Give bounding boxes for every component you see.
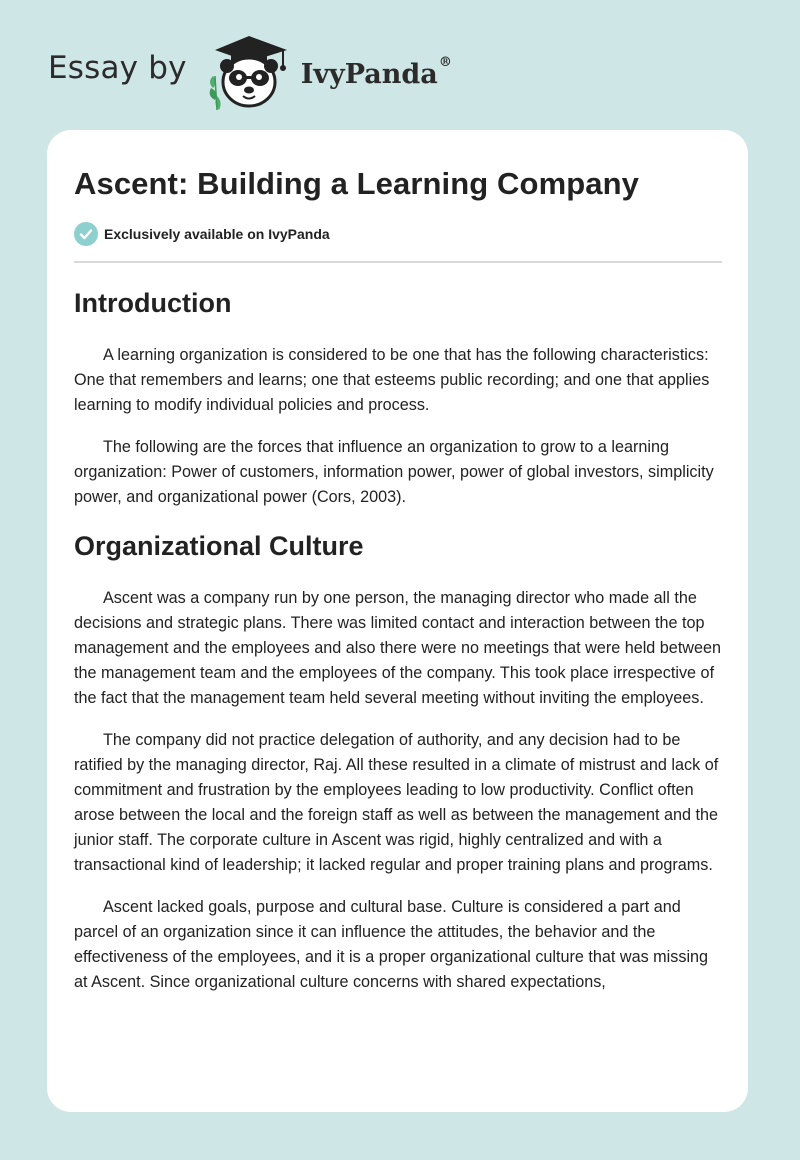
essay-card: [47, 130, 748, 1112]
paragraph: The company did not practice delegation of authority, and any decision had to be ratified by the managing director, Raj. All these resulted in a climate of mistrust and lack of commitment and frustration by the employees leading to low productivity. Conflict often arose between the local and the foreign staff as well as between the management and the junior staff. The corporate culture in Ascent was rigid, highly centralized and with a transactional kind of leadership; it lacked regular and proper training plans and programs.: [74, 731, 719, 874]
paragraph: Ascent lacked goals, purpose and cultural base. Culture is considered a part and parcel of an organization since it can influence the attitudes, the behavior and the effectiveness of the employees, and it is a proper organizational culture that was missing at Ascent. Since organizational culture concerns with shared expectations,: [74, 898, 709, 991]
section-heading-organizational-culture: Organizational Culture: [74, 531, 364, 561]
panda-logo-icon[interactable]: [203, 30, 301, 115]
divider: [74, 261, 722, 263]
paragraph: The following are the forces that influence an organization to grow to a learning organization: Power of customers, information power, power of global investors, simplicity power, and organizational power (Cors, 2003).: [74, 438, 714, 506]
check-circle-icon: [74, 222, 98, 246]
brand-name[interactable]: [300, 54, 452, 90]
paragraph: Ascent was a company run by one person, the managing director who made all the decisions and strategic plans. There was limited contact and interaction between the top management and the employees and also there were no meetings that were held between the management team and the employees of the company. This took place irrespective of the fact that the management team held several meeting without inviting the employees.: [74, 589, 722, 707]
exclusive-badge: [74, 222, 722, 246]
exclusive-label: Exclusively available on IvyPanda: [104, 226, 330, 242]
section-heading-introduction: Introduction: [74, 288, 232, 318]
brand-name-text: IvyPanda: [300, 58, 438, 90]
registered-mark: ®: [438, 54, 452, 70]
paragraph: A learning organization is considered to be one that has the following characteristics: One that remembers and learns; one that esteems public recording; and one that applies learning to modify individual policies and process.: [74, 346, 710, 414]
essay-by-label: Essay by: [48, 50, 187, 86]
site-header: [48, 32, 452, 112]
essay-title: Ascent: Building a Learning Company: [74, 166, 639, 201]
